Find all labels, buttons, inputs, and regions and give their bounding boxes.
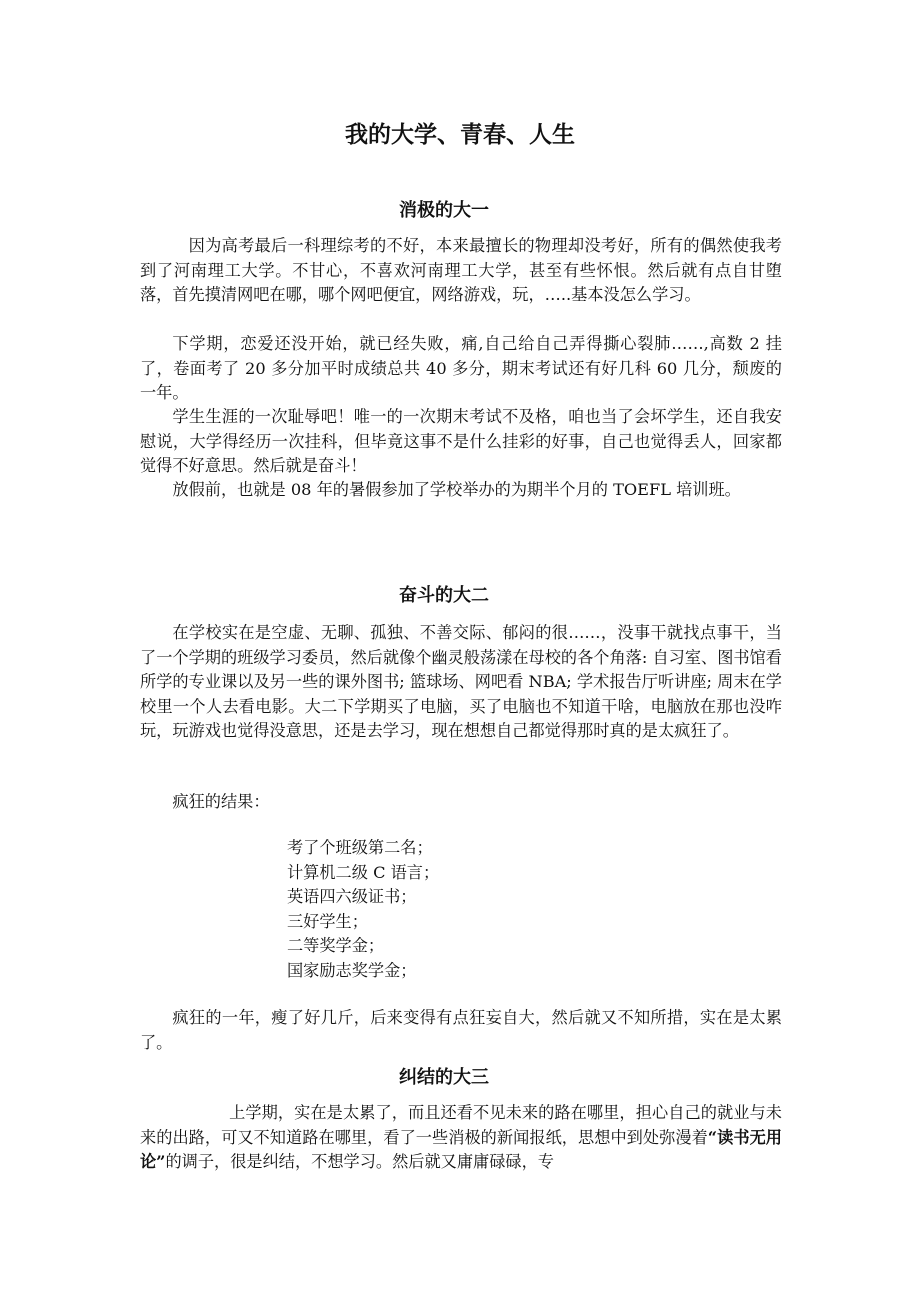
paragraph: 学生生涯的一次耻辱吧！唯一的一次期末考试不及格，咱也当了会坏学生，还自我安慰说，大学得经历一次挂科，但毕竟这事不是什么挂彩的好事，自己也觉得丢人，回家都觉得不好意思。然后就是奋斗！ <box>140 407 782 475</box>
list-item: 二等奖学金； <box>287 936 385 955</box>
list-item: 计算机二级 C 语言； <box>287 862 440 882</box>
emphasis-text: “读书无用论” <box>140 1127 782 1171</box>
paragraph: 疯狂的一年，瘦了好几斤，后来变得有点狂妄自大，然后就又不知所措，实在是太累了。 <box>140 1008 782 1052</box>
paragraph <box>140 1101 782 1175</box>
results-list <box>287 836 687 983</box>
paragraph: 因为高考最后一科理综考的不好，本来最擅长的物理却没考好，所有的偶然使我考到了河南理工大学。不甘心，不喜欢河南理工大学，甚至有些怀恨。然后就有点自甘堕落，首先摸清网吧在哪，哪个网吧便宜，网络游戏，玩，…..基本没怎么学习。 <box>140 236 782 304</box>
paragraph: 在学校实在是空虚、无聊、孤独、不善交际、郁闷的很……，没事干就找点事干，当了一个学期的班级学习委员，然后就像个幽灵般荡漾在母校的各个角落: 自习室、图书馆看所学的专业课以及另一些的课外图书; 篮球场、网吧看 NBA; 学术报告厅听讲座; 周末在学校里一个人去看电影。大二下学期买了电脑，买了电脑也不知道干啥，电脑放在那也没咋玩，玩游戏也觉得没意思，还是去学习，现在想想自己都觉得那时真的是太疯狂了。 <box>140 623 782 740</box>
paragraph-text: 的调子，很是纠结，不想学习。然后就又庸庸碌碌，专 <box>165 1152 554 1171</box>
list-item: 国家励志奖学金； <box>287 960 417 980</box>
document-title: 我的大学、青春、人生 <box>345 122 575 148</box>
list-item: 三好学生； <box>287 911 368 931</box>
section-heading-freshman: 消极的大一 <box>399 200 489 221</box>
section-heading-sophomore: 奋斗的大二 <box>399 585 489 606</box>
result-label: 疯狂的结果： <box>172 792 270 811</box>
paragraph: 下学期，恋爱还没开始，就已经失败，痛,自己给自己弄得撕心裂肺……,高数 2 挂了，卷面考了 20 多分加平时成绩总共 40 多分，期末考试还有好几科 60 几分，颓废的一年。 <box>140 334 782 402</box>
paragraph: 放假前，也就是 08 年的暑假参加了学校举办的为期半个月的 TOEFL 培训班。 <box>172 480 741 499</box>
section-heading-junior: 纠结的大三 <box>399 1067 489 1088</box>
list-item: 英语四六级证书； <box>287 887 417 906</box>
list-item: 考了个班级第二名； <box>287 838 433 857</box>
paragraph-text: 上学期，实在是太累了，而且还看不见未来的路在哪里，担心自己的就业与未来的出路，可又不知道路在哪里，看了一些消极的新闻报纸，思想中到处弥漫着 <box>140 1103 782 1147</box>
